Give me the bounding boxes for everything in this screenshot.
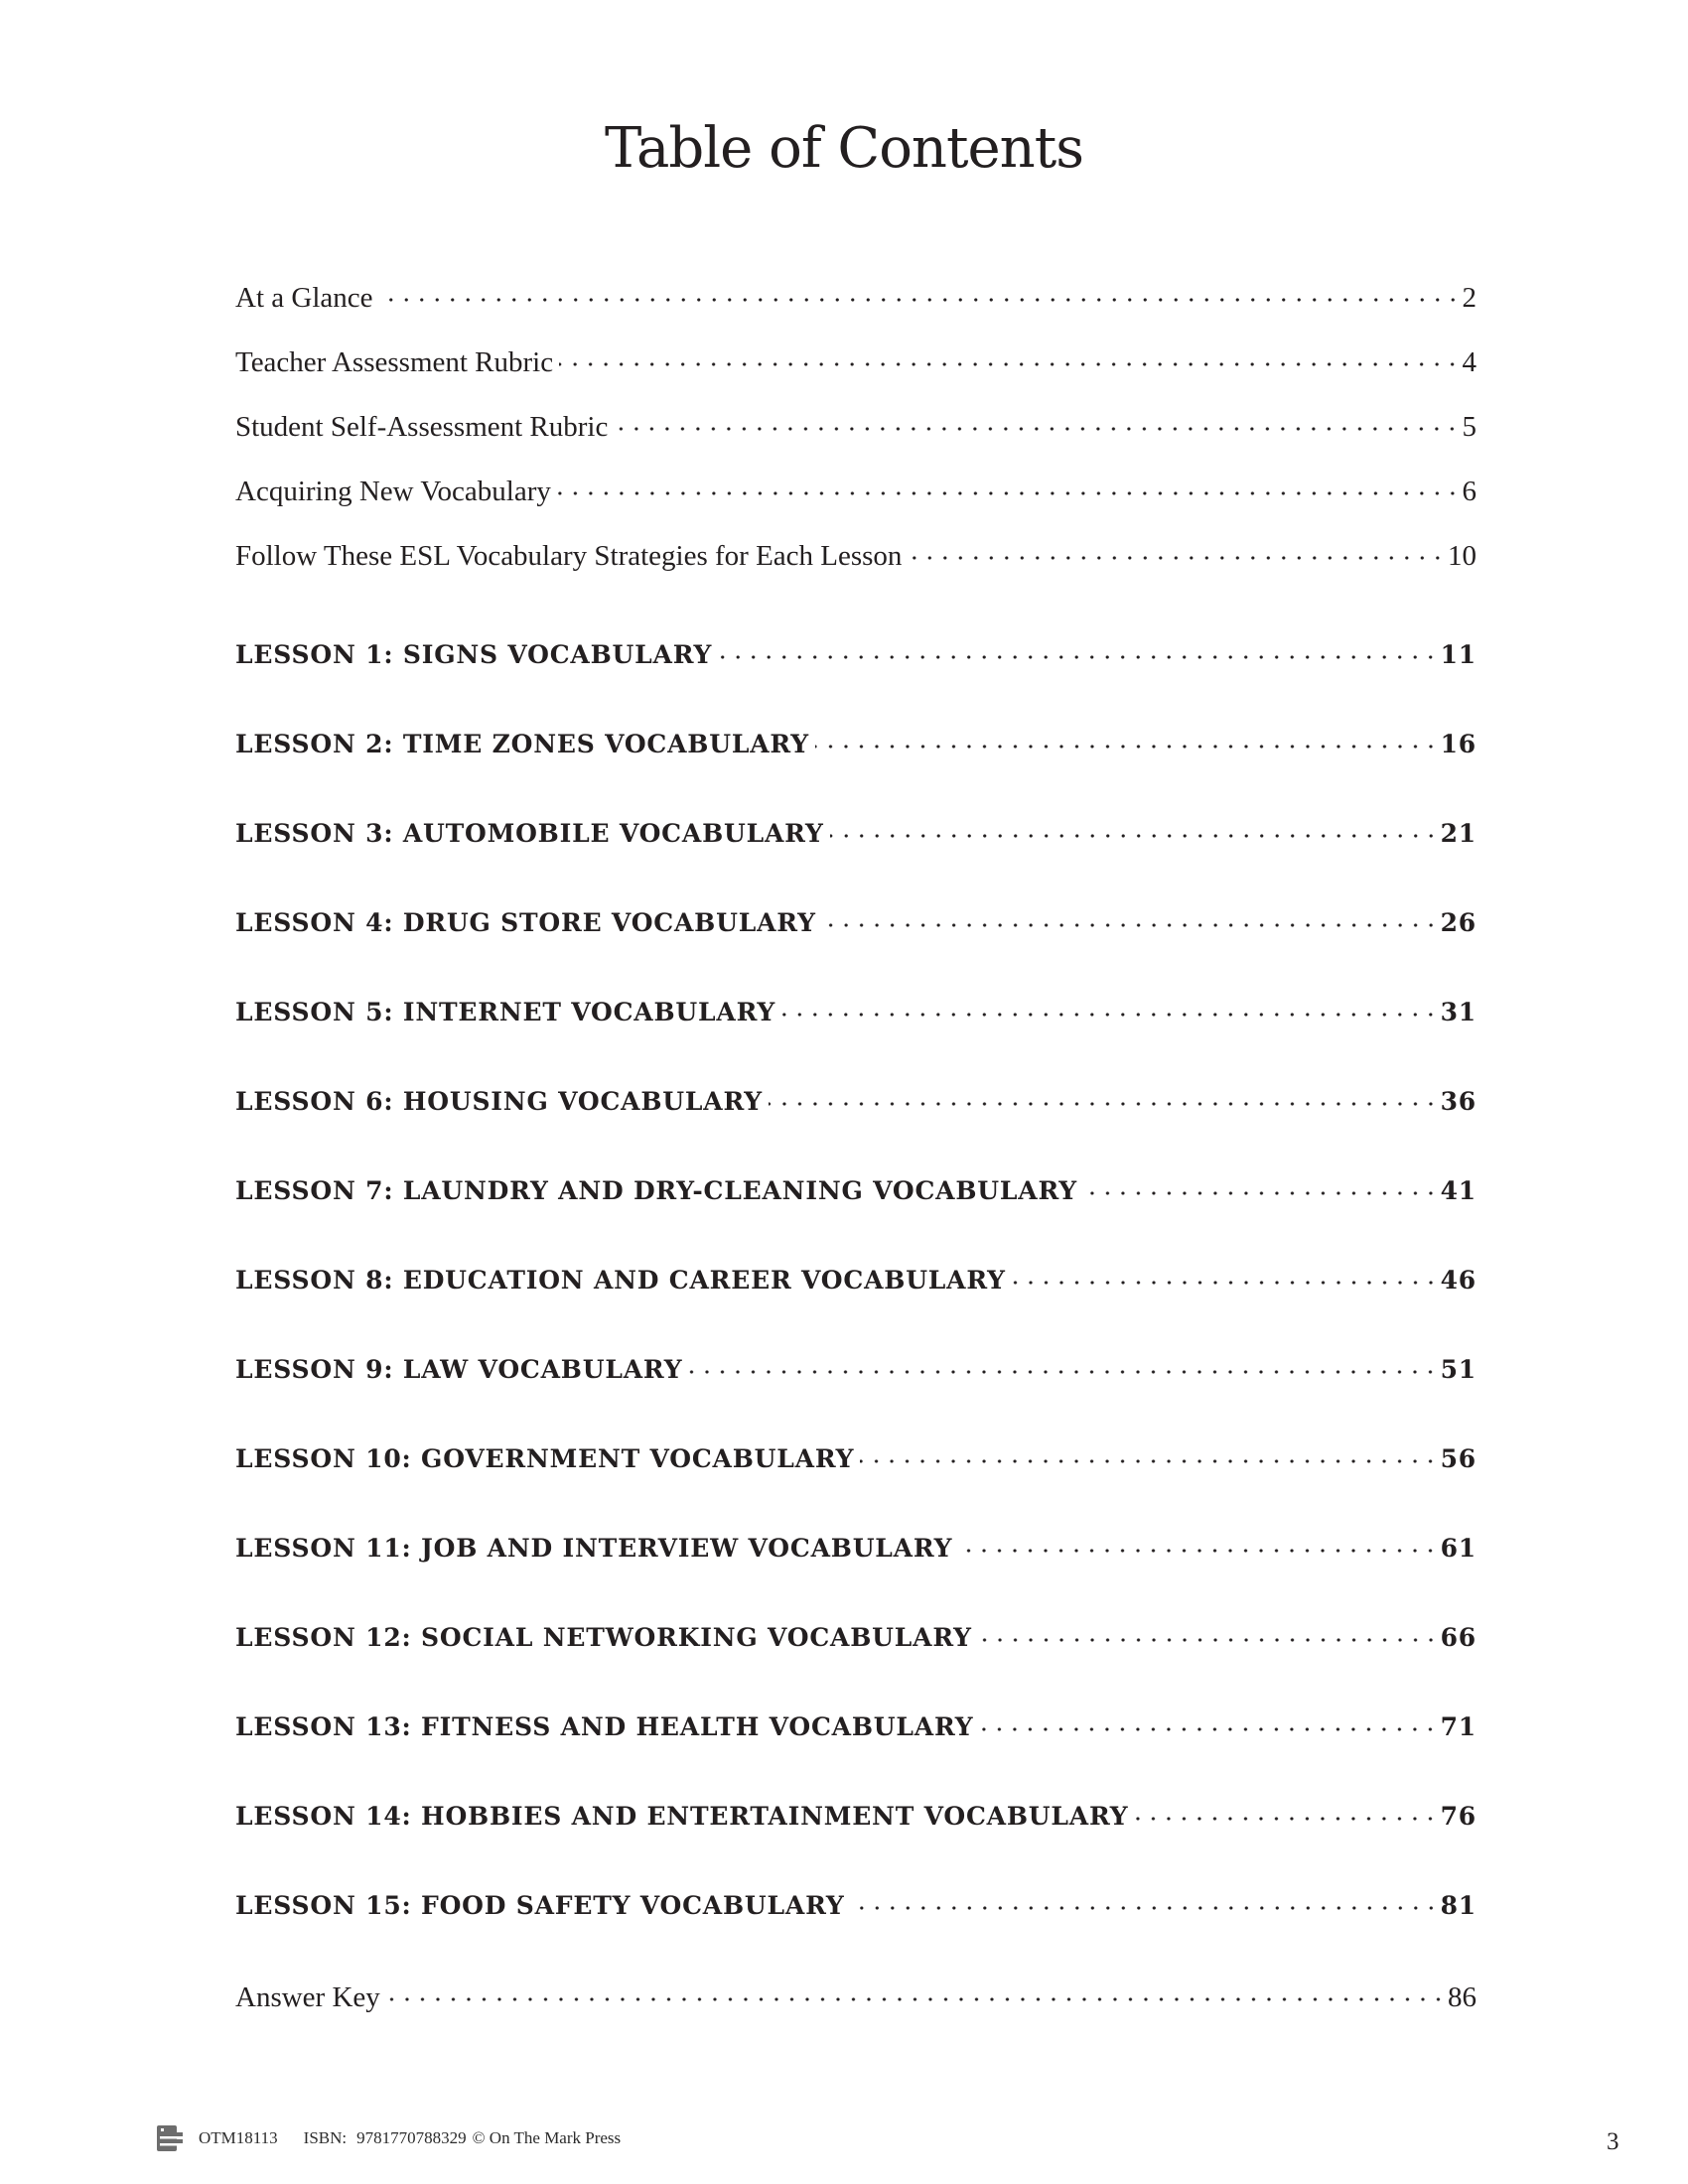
toc-entry-acquiring-new-vocabulary[interactable]: [235, 472, 1477, 511]
toc-entry-lesson-4[interactable]: [235, 906, 1477, 946]
dot-leader: [559, 342, 1460, 371]
toc-entry-page: 26: [1440, 908, 1477, 937]
toc-entry-lesson-7[interactable]: [235, 1174, 1477, 1214]
toc-entry-label: LESSON 9: LAW VOCABULARY: [235, 1355, 683, 1384]
toc-entry-label: LESSON 4: DRUG STORE VOCABULARY: [235, 908, 816, 937]
toc-entry-lesson-13[interactable]: [235, 1710, 1477, 1750]
toc-entry-label: Teacher Assessment Rubric: [235, 346, 554, 378]
dot-leader: [979, 1710, 1438, 1735]
toc-entry-lesson-2[interactable]: [235, 728, 1477, 767]
toc-entry-label: LESSON 14: HOBBIES AND ENTERTAINMENT VOCABULARY: [235, 1802, 1129, 1831]
toc-entry-lesson-12[interactable]: [235, 1621, 1477, 1661]
toc-entry-lesson-15[interactable]: [235, 1889, 1477, 1929]
toc-entry-label: LESSON 7: LAUNDRY AND DRY-CLEANING VOCABULARY: [235, 1176, 1077, 1205]
dot-leader: [769, 1085, 1439, 1110]
toc-entry-page: 86: [1448, 1981, 1477, 2013]
toc-entry-page: 2: [1462, 282, 1477, 314]
dot-leader: [830, 817, 1439, 842]
toc-entry-label: LESSON 15: FOOD SAFETY VOCABULARY: [235, 1891, 845, 1920]
dot-leader: [718, 638, 1438, 663]
toc-entry-page: 11: [1440, 640, 1477, 669]
toc-entry-lesson-6[interactable]: [235, 1085, 1477, 1125]
toc-entry-label: At a Glance: [235, 282, 373, 314]
dot-leader: [815, 728, 1439, 752]
toc-entry-label: LESSON 11: JOB AND INTERVIEW VOCABULARY: [235, 1534, 953, 1563]
toc-entry-lesson-11[interactable]: [235, 1532, 1477, 1571]
toc-entry-page: 56: [1440, 1444, 1477, 1473]
dot-leader: [688, 1353, 1438, 1378]
toc-entry-lesson-9[interactable]: [235, 1353, 1477, 1393]
dot-leader: [386, 1978, 1446, 2006]
isbn-label: ISBN:: [303, 2128, 348, 2147]
page-title: Table of Contents: [605, 116, 1083, 181]
toc-entry-page: 66: [1440, 1623, 1477, 1652]
copyright-notice: © On The Mark Press: [472, 2128, 622, 2147]
toc-entry-page: 51: [1440, 1355, 1477, 1384]
dot-leader: [557, 472, 1461, 500]
toc-entry-label: LESSON 3: AUTOMOBILE VOCABULARY: [235, 819, 824, 848]
toc-entry-label: LESSON 8: EDUCATION AND CAREER VOCABULARY: [235, 1266, 1006, 1295]
dot-leader: [908, 536, 1446, 565]
dot-leader: [822, 906, 1439, 931]
toc-entry-lesson-1[interactable]: [235, 638, 1477, 678]
toc-entry-student-self-assessment-rubric[interactable]: [235, 407, 1477, 447]
toc-entry-label: LESSON 1: SIGNS VOCABULARY: [235, 640, 713, 669]
toc-entry-lesson-5[interactable]: [235, 996, 1477, 1035]
toc-entry-lesson-8[interactable]: [235, 1264, 1477, 1303]
toc-entry-at-a-glance[interactable]: [235, 278, 1477, 318]
toc-entry-page: 5: [1462, 411, 1477, 443]
toc-entry-page: 16: [1440, 730, 1477, 758]
dot-leader: [1083, 1174, 1439, 1199]
toc-entry-page: 81: [1440, 1891, 1477, 1920]
toc-entry-page: 61: [1440, 1534, 1477, 1563]
dot-leader: [379, 278, 1461, 307]
toc-entry-lesson-10[interactable]: [235, 1442, 1477, 1482]
dot-leader: [851, 1889, 1439, 1914]
toc-entry-label: Answer Key: [235, 1981, 380, 2013]
toc-entry-page: 4: [1462, 346, 1477, 378]
page-number: 3: [1607, 2128, 1619, 2155]
toc-entry-lesson-3[interactable]: [235, 817, 1477, 857]
toc-entry-label: Acquiring New Vocabulary: [235, 476, 551, 507]
dot-leader: [781, 996, 1439, 1021]
dot-leader: [1134, 1800, 1438, 1825]
toc-entry-label: Student Self-Assessment Rubric: [235, 411, 609, 443]
product-code: OTM18113: [199, 2128, 278, 2147]
toc-entry-teacher-assessment-rubric[interactable]: [235, 342, 1477, 382]
dot-leader: [958, 1532, 1438, 1557]
toc-entry-page: 6: [1462, 476, 1477, 507]
page-footer: [155, 2124, 621, 2152]
toc-entry-esl-strategies[interactable]: [235, 536, 1477, 576]
toc-entry-lesson-14[interactable]: [235, 1800, 1477, 1840]
toc-entry-page: 36: [1440, 1087, 1477, 1116]
toc-entry-label: LESSON 6: HOUSING VOCABULARY: [235, 1087, 763, 1116]
toc-entry-page: 21: [1440, 819, 1477, 848]
toc-entry-page: 31: [1440, 998, 1477, 1026]
dot-leader: [1012, 1264, 1439, 1289]
toc-entry-label: LESSON 5: INTERNET VOCABULARY: [235, 998, 776, 1026]
toc-entry-page: 41: [1440, 1176, 1477, 1205]
toc-entry-page: 10: [1448, 540, 1477, 572]
publisher-logo-icon: [155, 2124, 185, 2152]
dot-leader: [978, 1621, 1439, 1646]
toc-entry-page: 71: [1440, 1712, 1477, 1741]
toc-entry-page: 46: [1440, 1266, 1477, 1295]
toc-entry-label: LESSON 10: GOVERNMENT VOCABULARY: [235, 1444, 855, 1473]
dot-leader: [614, 407, 1460, 436]
isbn-value: 9781770788329: [356, 2128, 467, 2147]
dot-leader: [860, 1442, 1438, 1467]
toc-entry-label: Follow These ESL Vocabulary Strategies for Each Lesson: [235, 540, 903, 572]
toc-entry-answer-key[interactable]: [235, 1978, 1477, 2017]
toc-entry-label: LESSON 2: TIME ZONES VOCABULARY: [235, 730, 809, 758]
toc-entry-label: LESSON 12: SOCIAL NETWORKING VOCABULARY: [235, 1623, 972, 1652]
toc-entry-label: LESSON 13: FITNESS AND HEALTH VOCABULARY: [235, 1712, 974, 1741]
toc-entry-page: 76: [1440, 1802, 1477, 1831]
